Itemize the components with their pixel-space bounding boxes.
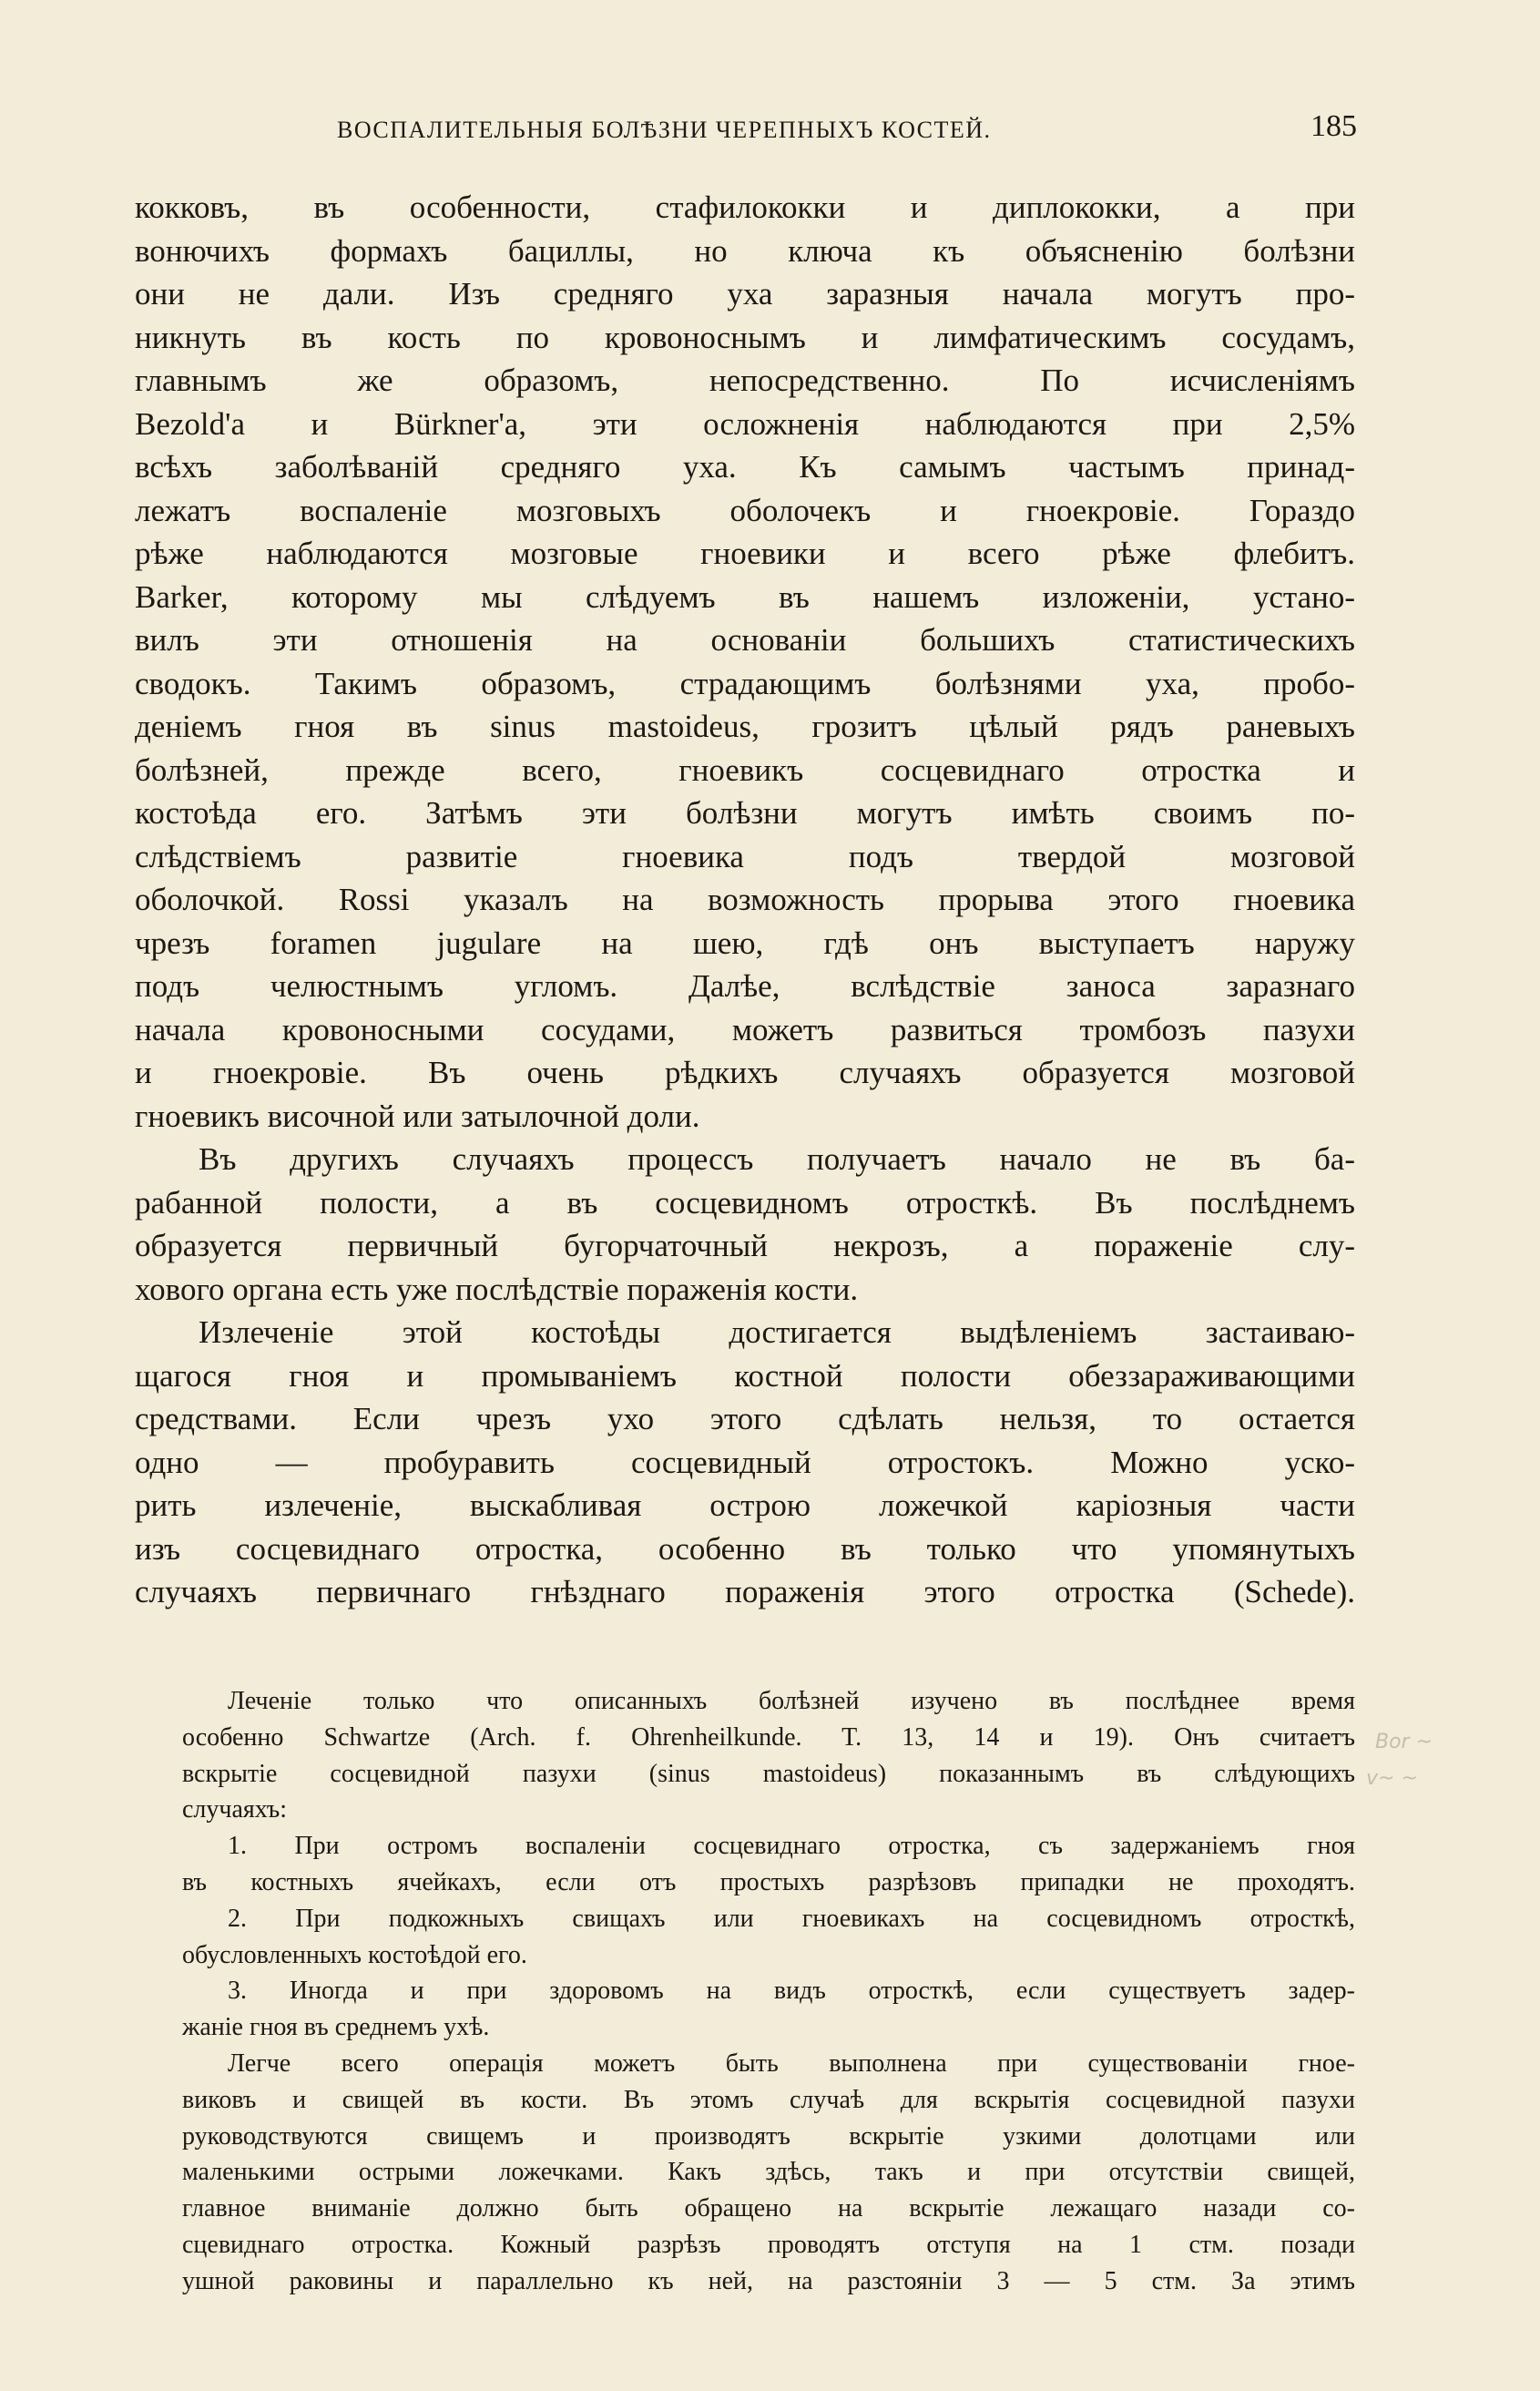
- text-line: рѣже наблюдаются мозговые гноевики и всего рѣже флебитъ.: [135, 536, 1355, 571]
- text-line: рабанной полости, а въ сосцевидномъ отросткѣ. Въ послѣднемъ: [135, 1184, 1355, 1221]
- text-line: оболочкой. Rossi указалъ на возможность прорыва этого гноевика: [135, 882, 1355, 917]
- text-line: вилъ эти отношенія на основаніи большихъ статистическихъ: [135, 622, 1355, 658]
- footnote-line: ушной раковины и параллельно къ ней, на разстояніи 3 — 5 стм. За этимъ: [182, 2266, 1355, 2295]
- footnote-line: виковъ и свищей въ кости. Въ этомъ случаѣ для вскрытія сосцевидной пазухи: [182, 2085, 1355, 2114]
- footnote-line: 1. При остромъ воспаленіи сосцевиднаго отростка, съ задержаніемъ гноя: [228, 1832, 1355, 1861]
- text-line: всѣхъ заболѣваній средняго уха. Къ самымъ частымъ принад-: [135, 449, 1355, 485]
- text-line: хового органа есть уже послѣдствіе пораженія кости.: [135, 1271, 859, 1307]
- text-line: деніемъ гноя въ sinus mastoideus, грозитъ цѣлый рядъ раневыхъ: [135, 709, 1355, 744]
- footnote-line: сцевиднаго отростка. Кожный разрѣзъ проводятъ отступя на 1 стм. позади: [182, 2230, 1355, 2259]
- text-line: щагося гноя и промываніемъ костной полости обеззараживающими: [135, 1357, 1355, 1394]
- text-line: главнымъ же образомъ, непосредственно. По исчисленіямъ: [135, 363, 1355, 398]
- footnote-block: [182, 1683, 1355, 2300]
- text-line: никнуть въ кость по кровоноснымъ и лимфатическимъ сосудамъ,: [135, 319, 1355, 355]
- text-line: вонючихъ формахъ бациллы, но ключа къ объясненію болѣзни: [135, 232, 1355, 269]
- text-line: изъ сосцевиднаго отростка, особенно въ только что упомянутыхъ: [135, 1530, 1355, 1567]
- footnote-line: въ костныхъ ячейкахъ, если отъ простыхъ разрѣзовъ припадки не проходятъ.: [182, 1867, 1355, 1896]
- text-line: подъ челюстнымъ угломъ. Далѣе, вслѣдствіе заноса заразнаго: [135, 968, 1355, 1004]
- text-line: гноевикъ височной или затылочной доли.: [135, 1098, 700, 1134]
- text-line: чрезъ foramen jugulare на шею, гдѣ онъ выступаетъ наружу: [135, 925, 1355, 961]
- page-header: [337, 109, 1357, 155]
- text-line: лежатъ воспаленіе мозговыхъ оболочекъ и гноекровіе. Гораздо: [135, 492, 1355, 528]
- text-line: Въ другихъ случаяхъ процессъ получаетъ начало не въ ба-: [199, 1141, 1355, 1177]
- footnote-line: руководствуются свищемъ и производятъ вскрытіе узкими долотцами или: [182, 2121, 1355, 2151]
- page-number: 185: [1311, 109, 1357, 143]
- text-line: болѣзней, прежде всего, гноевикъ сосцевиднаго отростка и: [135, 751, 1355, 788]
- text-line: Bezold'а и Bürkner'а, эти осложненія наблюдаются при 2,5%: [135, 405, 1355, 442]
- running-title: ВОСПАЛИТЕЛЬНЫЯ БОЛѢЗНИ ЧЕРЕПНЫХЪ КОСТЕЙ.: [337, 117, 992, 143]
- text-line: слѣдствіемъ развитіе гноевика подъ твердой мозговой: [135, 838, 1355, 874]
- text-line: Излеченіе этой костоѣды достигается выдѣленіемъ застаиваю-: [199, 1314, 1355, 1350]
- text-line: образуется первичный бугорчаточный некрозъ, а пораженіе слу-: [135, 1228, 1355, 1263]
- footnote-line: маленькими острыми ложечками. Какъ здѣсь, такъ и при отсутствіи свищей,: [182, 2158, 1355, 2187]
- main-text-body: [135, 186, 1355, 1614]
- text-line: сводокъ. Такимъ образомъ, страдающимъ болѣзнями уха, пробо-: [135, 665, 1355, 701]
- text-line: и гноекровіе. Въ очень рѣдкихъ случаяхъ образуется мозговой: [135, 1055, 1355, 1090]
- text-line: средствами. Если чрезъ ухо этого сдѣлать нельзя, то остается: [135, 1401, 1355, 1436]
- footnote-line: особенно Schwartze (Arch. f. Ohrenheilkunde. T. 13, 14 и 19). Онъ считаетъ: [182, 1722, 1355, 1752]
- footnote-line: Легче всего операція можетъ быть выполнена при существованіи гное-: [228, 2049, 1355, 2078]
- footnote-line: Леченіе только что описанныхъ болѣзней изучено въ послѣднее время: [228, 1687, 1355, 1715]
- footnote-line: случаяхъ:: [182, 1795, 287, 1824]
- text-line: одно — пробуравить сосцевидный отростокъ. Можно уско-: [135, 1444, 1355, 1480]
- footnote-line: 2. При подкожныхъ свищахъ или гноевикахъ на сосцевидномъ отросткѣ,: [228, 1904, 1355, 1933]
- text-line: рить излеченіе, выскабливая острою ложечкой каріозныя части: [135, 1487, 1355, 1523]
- footnote-line: главное вниманіе должно быть обращено на вскрытіе лежащаго назади со-: [182, 2194, 1355, 2223]
- text-line: костоѣда его. Затѣмъ эти болѣзни могутъ имѣть своимъ по-: [135, 795, 1355, 831]
- footnote-line: 3. Иногда и при здоровомъ на видъ отросткѣ, если существуетъ задер-: [228, 1977, 1355, 2006]
- footnote-line: вскрытіе сосцевидной пазухи (sinus mastoideus) показаннымъ въ слѣдующихъ: [182, 1759, 1355, 1788]
- text-line: кокковъ, въ особенности, стафилококки и диплококки, а при: [135, 189, 1355, 225]
- text-line: случаяхъ первичнаго гнѣзднаго пораженія этого отростка (Schede).: [135, 1574, 1355, 1609]
- text-line: они не дали. Изъ средняго уха заразныя начала могутъ про-: [135, 276, 1355, 312]
- footnote-line: жаніе гноя въ среднемъ ухѣ.: [182, 2013, 490, 2042]
- handwritten-margin-note: Bor ~ v~ ~: [1366, 1731, 1433, 1790]
- text-line: начала кровоносными сосудами, можетъ развиться тромбозъ пазухи: [135, 1011, 1355, 1047]
- footnote-line: обусловленныхъ костоѣдой его.: [182, 1940, 527, 1969]
- text-line: Barker, которому мы слѣдуемъ въ нашемъ изложеніи, устано-: [135, 578, 1355, 615]
